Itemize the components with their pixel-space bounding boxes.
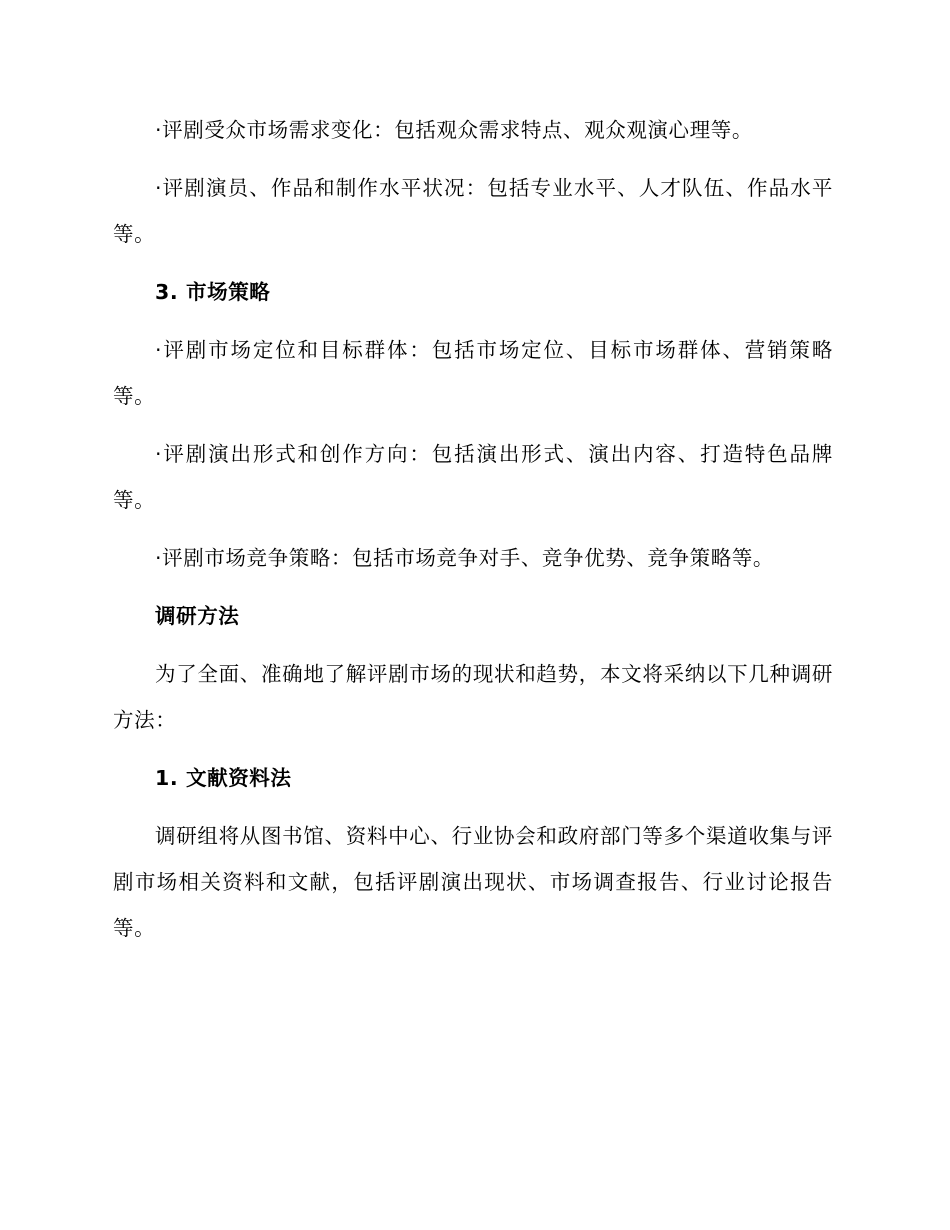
bullet-competition-strategy: ·评剧市场竞争策略：包括市场竞争对手、竞争优势、竞争策略等。	[155, 546, 775, 570]
section-heading-research-methods: 调研方法	[155, 604, 240, 628]
bullet-performance-form: ·评剧演出形式和创作方向：包括演出形式、演出内容、打造特色品牌等。	[113, 442, 833, 512]
literature-method-paragraph: 调研组将从图书馆、资料中心、行业协会和政府部门等多个渠道收集与评剧市场相关资料和文献，包括评剧演出现状、市场调查报告、行业讨论报告等。	[113, 824, 833, 940]
bullet-audience-demand: ·评剧受众市场需求变化：包括观众需求特点、观众观演心理等。	[155, 118, 753, 142]
bullet-market-positioning: ·评剧市场定位和目标群体：包括市场定位、目标市场群体、营销策略等。	[113, 338, 833, 408]
subsection-heading-literature-method: 1. 文献资料法	[155, 766, 292, 790]
document-body	[113, 107, 833, 963]
bullet-actors-production: ·评剧演员、作品和制作水平状况：包括专业水平、人才队伍、作品水平等。	[113, 176, 833, 246]
research-methods-intro: 为了全面、准确地了解评剧市场的现状和趋势，本文将采纳以下几种调研方法：	[113, 662, 833, 732]
section-heading-market-strategy: 3. 市场策略	[155, 280, 271, 304]
